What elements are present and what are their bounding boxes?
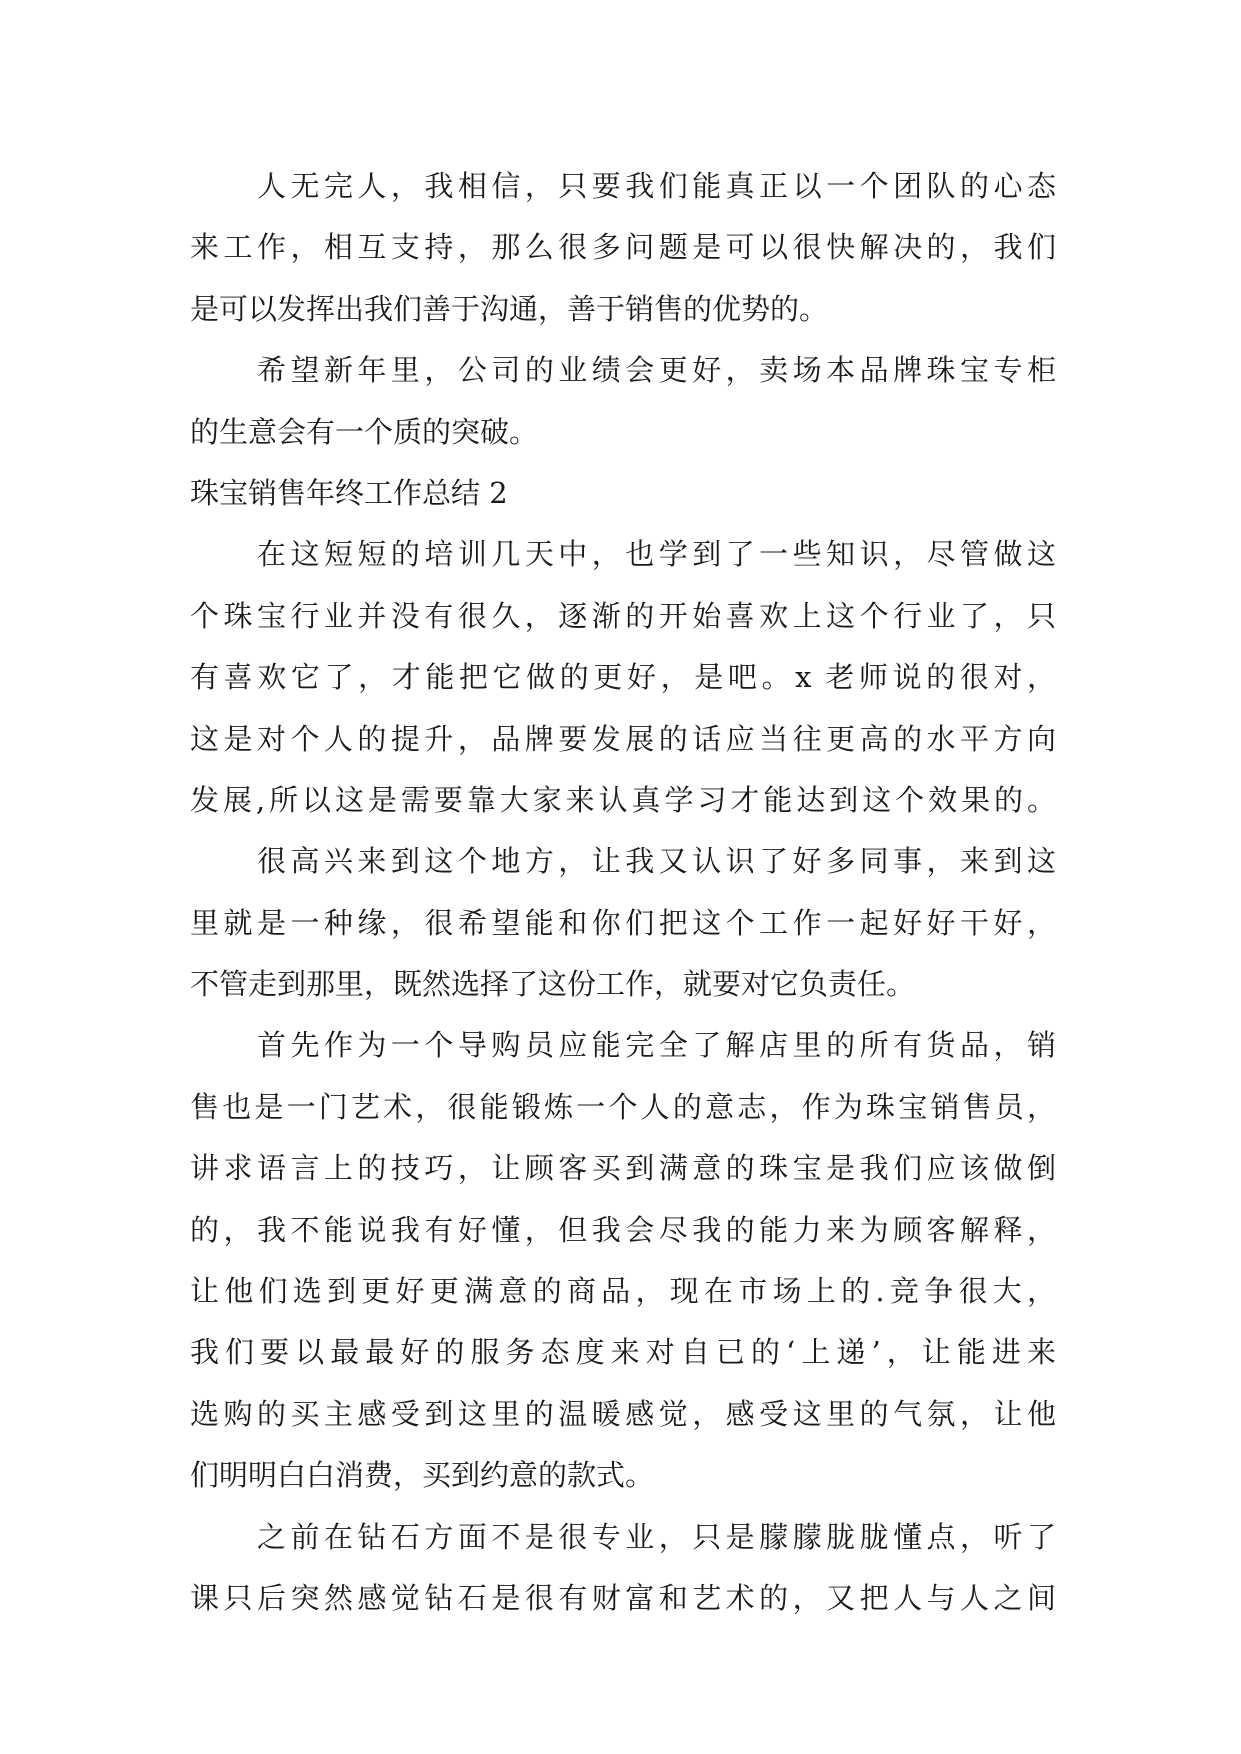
- paragraph-5: [190, 1015, 1056, 1506]
- text-line: 选购的买主感受到这里的温暖感觉，感受这里的气氛，让他: [190, 1396, 1056, 1431]
- text-line: 让他们选到更好更满意的商品，现在市场上的.竞争很大，: [190, 1274, 1056, 1309]
- text-line: 这是对个人的提升，品牌要发展的话应当往更高的水平方向: [190, 721, 1056, 756]
- paragraph-2: [190, 340, 1056, 463]
- text-line: 很高兴来到这个地方，让我又认识了好多同事，来到这: [257, 844, 1056, 879]
- text-line: 之前在钻石方面不是很专业，只是朦朦胧胧懂点，听了: [257, 1519, 1056, 1554]
- text-line: 售也是一门艺术，很能锻炼一个人的意志，作为珠宝销售员，: [190, 1089, 1056, 1124]
- text-line: 首先作为一个导购员应能完全了解店里的所有货品，销: [257, 1028, 1056, 1063]
- text-line: 有喜欢它了，才能把它做的更好，是吧。x 老师说的很对，: [190, 660, 1056, 695]
- paragraph-1: [190, 156, 1056, 340]
- text-line: 来工作，相互支持，那么很多问题是可以很快解决的，我们: [190, 230, 1056, 265]
- document-body: [190, 156, 1056, 1629]
- paragraph-6: [190, 1507, 1056, 1630]
- text-line: 里就是一种缘，很希望能和你们把这个工作一起好好干好，: [190, 905, 1056, 940]
- text-line: 的生意会有一个质的突破。: [190, 414, 539, 449]
- text-line: 课只后突然感觉钻石是很有财富和艺术的，又把人与人之间: [190, 1580, 1056, 1615]
- text-line: 在这短短的培训几天中，也学到了一些知识，尽管做这: [257, 537, 1056, 572]
- section-title: 珠宝销售年终工作总结 2: [190, 475, 508, 510]
- paragraph-3: [190, 524, 1056, 831]
- paragraph-4: [190, 831, 1056, 1015]
- text-line: 发展,所以这是需要靠大家来认真学习才能达到这个效果的。: [190, 782, 1056, 817]
- text-line: 讲求语言上的技巧，让顾客买到满意的珠宝是我们应该做倒: [190, 1151, 1056, 1186]
- text-line: 我们要以最最好的服务态度来对自已的‘上递’，让能进来: [190, 1335, 1056, 1370]
- text-line: 人无完人，我相信，只要我们能真正以一个团队的心态: [257, 169, 1056, 203]
- text-line: 是可以发挥出我们善于沟通，善于销售的优势的。: [190, 291, 829, 326]
- text-line: 个珠宝行业并没有很久，逐渐的开始喜欢上这个行业了，只: [190, 598, 1056, 633]
- text-line: 希望新年里，公司的业绩会更好，卖场本品牌珠宝专柜: [257, 353, 1056, 388]
- text-line: 的，我不能说我有好懂，但我会尽我的能力来为顾客解释，: [190, 1212, 1056, 1247]
- text-line: 不管走到那里，既然选择了这份工作，就要对它负责任。: [190, 967, 916, 1002]
- text-line: 们明明白白消费，买到约意的款式。: [190, 1458, 655, 1493]
- section-heading: [190, 463, 1056, 524]
